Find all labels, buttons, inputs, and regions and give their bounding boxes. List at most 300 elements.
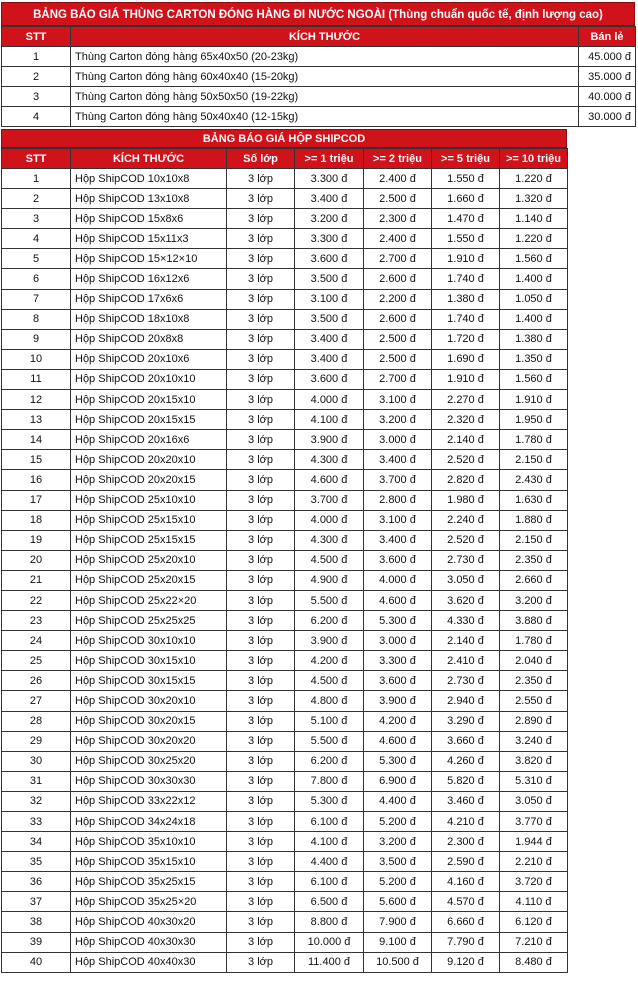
table-row [2,229,568,249]
row-layers: 3 lớp [227,832,295,852]
row-price-2m: 3.300 đ [364,651,432,671]
row-size: Hộp ShipCOD 25x15x15 [71,530,227,550]
row-size: Hộp ShipCOD 33x22x12 [71,791,227,811]
row-layers: 3 lớp [227,490,295,510]
row-price-1m: 4.600 đ [295,470,364,490]
row-layers: 3 lớp [227,550,295,570]
row-price-2m: 2.800 đ [364,490,432,510]
row-price-2m: 3.500 đ [364,852,432,872]
row-price-5m: 1.910 đ [432,249,500,269]
row-price-10m: 3.770 đ [500,812,568,832]
row-layers: 3 lớp [227,209,295,229]
row-price-5m: 5.820 đ [432,771,500,791]
row-size: Hộp ShipCOD 20x15x15 [71,410,227,430]
row-price-10m: 3.820 đ [500,751,568,771]
shipcod-table-title: BẢNG BÁO GIÁ HỘP SHIPCOD [1,129,567,148]
carton-price-table [1,26,636,127]
row-price-10m: 1.400 đ [500,269,568,289]
row-stt: 16 [2,470,71,490]
row-layers: 3 lớp [227,289,295,309]
table-row [2,349,568,369]
table-row [2,671,568,691]
row-price-1m: 3.700 đ [295,490,364,510]
column-header-tier-5m: >= 5 triệu [432,149,500,169]
row-price-10m: 1.380 đ [500,329,568,349]
row-price-2m: 3.100 đ [364,390,432,410]
row-price-2m: 3.400 đ [364,530,432,550]
row-size: Hộp ShipCOD 40x30x20 [71,912,227,932]
row-price-2m: 4.600 đ [364,731,432,751]
row-price-1m: 4.000 đ [295,510,364,530]
row-price-2m: 4.200 đ [364,711,432,731]
row-size: Hộp ShipCOD 15x11x3 [71,229,227,249]
row-size: Hộp ShipCOD 15x8x6 [71,209,227,229]
row-price-2m: 10.500 đ [364,952,432,972]
row-price-5m: 2.590 đ [432,852,500,872]
row-layers: 3 lớp [227,590,295,610]
table-row [2,107,636,127]
row-price-1m: 4.900 đ [295,570,364,590]
row-price-1m: 10.000 đ [295,932,364,952]
row-size: Thùng Carton đóng hàng 50x50x50 (19-22kg) [71,87,579,107]
row-layers: 3 lớp [227,249,295,269]
table-row [2,47,636,67]
row-price-5m: 3.050 đ [432,570,500,590]
row-layers: 3 lớp [227,309,295,329]
row-price-2m: 3.100 đ [364,510,432,530]
row-size: Hộp ShipCOD 25x22×20 [71,590,227,610]
table-row [2,550,568,570]
row-layers: 3 lớp [227,430,295,450]
table-row [2,510,568,530]
row-price-5m: 2.140 đ [432,631,500,651]
row-layers: 3 lớp [227,912,295,932]
row-price-5m: 1.740 đ [432,269,500,289]
row-price-10m: 5.310 đ [500,771,568,791]
row-price-5m: 3.290 đ [432,711,500,731]
row-stt: 3 [2,87,71,107]
table-row [2,731,568,751]
row-price-1m: 4.100 đ [295,410,364,430]
row-size: Hộp ShipCOD 20x8x8 [71,329,227,349]
row-size: Thùng Carton đóng hàng 65x40x50 (20-23kg) [71,47,579,67]
row-size: Hộp ShipCOD 30x30x30 [71,771,227,791]
row-size: Hộp ShipCOD 40x30x30 [71,932,227,952]
row-price-5m: 7.790 đ [432,932,500,952]
row-price-2m: 4.000 đ [364,570,432,590]
row-stt: 32 [2,791,71,811]
row-price-5m: 9.120 đ [432,952,500,972]
row-price-10m: 2.350 đ [500,671,568,691]
row-size: Hộp ShipCOD 17x6x6 [71,289,227,309]
row-price-10m: 2.660 đ [500,570,568,590]
row-stt: 8 [2,309,71,329]
row-stt: 37 [2,892,71,912]
row-price-2m: 2.300 đ [364,209,432,229]
row-size: Hộp ShipCOD 30x20x20 [71,731,227,751]
row-price-1m: 4.300 đ [295,530,364,550]
row-price-5m: 1.660 đ [432,189,500,209]
row-layers: 3 lớp [227,711,295,731]
row-stt: 19 [2,530,71,550]
row-price-1m: 5.300 đ [295,791,364,811]
row-price-2m: 3.000 đ [364,631,432,651]
row-layers: 3 lớp [227,812,295,832]
row-price-10m: 1.780 đ [500,430,568,450]
row-price-10m: 1.910 đ [500,390,568,410]
row-price-5m: 2.520 đ [432,530,500,550]
row-size: Hộp ShipCOD 20x15x10 [71,390,227,410]
row-stt: 27 [2,691,71,711]
row-layers: 3 lớp [227,852,295,872]
column-header-size: KÍCH THƯỚC [71,27,579,47]
row-stt: 4 [2,229,71,249]
row-price-1m: 3.100 đ [295,289,364,309]
row-stt: 23 [2,611,71,631]
row-stt: 36 [2,872,71,892]
row-layers: 3 lớp [227,651,295,671]
row-price-10m: 1.400 đ [500,309,568,329]
row-price-1m: 5.500 đ [295,731,364,751]
row-price-5m: 2.300 đ [432,832,500,852]
row-price-10m: 1.050 đ [500,289,568,309]
row-price-1m: 3.600 đ [295,249,364,269]
row-price-5m: 2.240 đ [432,510,500,530]
row-layers: 3 lớp [227,329,295,349]
row-size: Hộp ShipCOD 30x25x20 [71,751,227,771]
row-size: Hộp ShipCOD 20x20x10 [71,450,227,470]
row-price-1m: 4.200 đ [295,651,364,671]
row-size: Hộp ShipCOD 35x10x10 [71,832,227,852]
row-price-2m: 3.200 đ [364,832,432,852]
row-layers: 3 lớp [227,952,295,972]
table-row [2,791,568,811]
row-price-10m: 1.560 đ [500,249,568,269]
table-row [2,490,568,510]
column-header-retail: Bán lẻ [579,27,636,47]
row-price-2m: 5.200 đ [364,812,432,832]
row-price-10m: 3.880 đ [500,611,568,631]
shipcod-header-row [2,149,568,169]
table-row [2,169,568,189]
row-stt: 11 [2,369,71,389]
row-layers: 3 lớp [227,731,295,751]
row-size: Hộp ShipCOD 35x25×20 [71,892,227,912]
row-price-2m: 5.300 đ [364,751,432,771]
carton-header-row [2,27,636,47]
row-size: Hộp ShipCOD 35x25x15 [71,872,227,892]
table-row [2,189,568,209]
table-row [2,952,568,972]
row-layers: 3 lớp [227,671,295,691]
row-price-1m: 5.500 đ [295,590,364,610]
row-price-5m: 2.410 đ [432,651,500,671]
table-row [2,771,568,791]
row-layers: 3 lớp [227,349,295,369]
row-price-2m: 2.700 đ [364,249,432,269]
row-stt: 21 [2,570,71,590]
table-row [2,912,568,932]
row-price-10m: 8.480 đ [500,952,568,972]
row-stt: 9 [2,329,71,349]
row-price-10m: 1.560 đ [500,369,568,389]
row-price-1m: 8.800 đ [295,912,364,932]
row-stt: 31 [2,771,71,791]
table-row [2,832,568,852]
row-layers: 3 lớp [227,450,295,470]
row-price-5m: 1.690 đ [432,349,500,369]
row-price-5m: 2.820 đ [432,470,500,490]
row-stt: 39 [2,932,71,952]
row-price-5m: 3.460 đ [432,791,500,811]
row-price-1m: 3.500 đ [295,309,364,329]
row-size: Hộp ShipCOD 16x12x6 [71,269,227,289]
row-price-2m: 2.600 đ [364,269,432,289]
row-price-1m: 3.300 đ [295,229,364,249]
row-price-10m: 1.630 đ [500,490,568,510]
row-layers: 3 lớp [227,691,295,711]
row-stt: 13 [2,410,71,430]
table-row [2,570,568,590]
row-size: Hộp ShipCOD 25x25x25 [71,611,227,631]
row-layers: 3 lớp [227,751,295,771]
row-price-2m: 3.600 đ [364,550,432,570]
table-row [2,410,568,430]
row-price-5m: 4.570 đ [432,892,500,912]
row-layers: 3 lớp [227,390,295,410]
row-size: Hộp ShipCOD 30x20x15 [71,711,227,731]
row-price-2m: 4.400 đ [364,791,432,811]
row-price-1m: 4.500 đ [295,671,364,691]
row-price-2m: 3.600 đ [364,671,432,691]
row-price-1m: 3.900 đ [295,631,364,651]
row-price-2m: 3.900 đ [364,691,432,711]
table-row [2,209,568,229]
row-layers: 3 lớp [227,470,295,490]
row-stt: 38 [2,912,71,932]
row-size: Hộp ShipCOD 18x10x8 [71,309,227,329]
row-price-1m: 3.200 đ [295,209,364,229]
row-price-2m: 3.700 đ [364,470,432,490]
row-retail-price: 35.000 đ [579,67,636,87]
column-header-tier-1m: >= 1 triệu [295,149,364,169]
row-price-1m: 3.400 đ [295,189,364,209]
row-price-5m: 2.730 đ [432,671,500,691]
row-stt: 7 [2,289,71,309]
row-price-2m: 5.600 đ [364,892,432,912]
row-price-2m: 5.200 đ [364,872,432,892]
row-price-2m: 3.400 đ [364,450,432,470]
row-layers: 3 lớp [227,369,295,389]
row-price-5m: 4.330 đ [432,611,500,631]
row-size: Thùng Carton đóng hàng 50x40x40 (12-15kg) [71,107,579,127]
row-price-2m: 7.900 đ [364,912,432,932]
table-row [2,329,568,349]
row-price-10m: 3.720 đ [500,872,568,892]
row-stt: 6 [2,269,71,289]
row-price-10m: 2.150 đ [500,530,568,550]
row-price-1m: 3.300 đ [295,169,364,189]
row-price-1m: 6.100 đ [295,872,364,892]
row-stt: 28 [2,711,71,731]
row-price-2m: 5.300 đ [364,611,432,631]
row-price-2m: 9.100 đ [364,932,432,952]
row-price-10m: 7.210 đ [500,932,568,952]
row-layers: 3 lớp [227,510,295,530]
row-size: Hộp ShipCOD 25x20x15 [71,570,227,590]
column-header-stt: STT [2,27,71,47]
carton-table-title: BẢNG BÁO GIÁ THÙNG CARTON ĐÓNG HÀNG ĐI NƯỚC NGOÀI (Thùng chuẩn quốc tế, định lượng cao) [1,2,635,26]
row-stt: 14 [2,430,71,450]
row-size: Hộp ShipCOD 30x20x10 [71,691,227,711]
row-layers: 3 lớp [227,872,295,892]
row-price-1m: 6.200 đ [295,751,364,771]
row-price-10m: 6.120 đ [500,912,568,932]
row-price-5m: 2.520 đ [432,450,500,470]
table-row [2,309,568,329]
row-size: Hộp ShipCOD 15×12×10 [71,249,227,269]
table-row [2,249,568,269]
row-price-5m: 2.730 đ [432,550,500,570]
row-layers: 3 lớp [227,892,295,912]
row-size: Hộp ShipCOD 30x10x10 [71,631,227,651]
row-price-1m: 11.400 đ [295,952,364,972]
row-price-10m: 1.220 đ [500,169,568,189]
row-stt: 33 [2,812,71,832]
row-price-5m: 1.720 đ [432,329,500,349]
row-price-5m: 1.980 đ [432,490,500,510]
row-price-10m: 2.550 đ [500,691,568,711]
row-size: Hộp ShipCOD 40x40x30 [71,952,227,972]
row-price-5m: 3.660 đ [432,731,500,751]
row-price-1m: 7.800 đ [295,771,364,791]
row-stt: 5 [2,249,71,269]
row-price-5m: 1.550 đ [432,169,500,189]
row-size: Hộp ShipCOD 30x15x15 [71,671,227,691]
row-price-10m: 4.110 đ [500,892,568,912]
shipcod-price-table [1,148,568,973]
row-price-2m: 2.500 đ [364,329,432,349]
row-price-1m: 3.400 đ [295,329,364,349]
table-row [2,590,568,610]
table-row [2,390,568,410]
column-header-tier-2m: >= 2 triệu [364,149,432,169]
table-row [2,631,568,651]
row-price-1m: 4.500 đ [295,550,364,570]
row-price-2m: 3.000 đ [364,430,432,450]
row-stt: 15 [2,450,71,470]
row-retail-price: 45.000 đ [579,47,636,67]
row-price-5m: 1.380 đ [432,289,500,309]
row-price-5m: 2.320 đ [432,410,500,430]
row-size: Hộp ShipCOD 35x15x10 [71,852,227,872]
row-price-10m: 3.240 đ [500,731,568,751]
row-price-5m: 4.160 đ [432,872,500,892]
row-price-10m: 1.944 đ [500,832,568,852]
row-size: Hộp ShipCOD 20x20x15 [71,470,227,490]
row-stt: 20 [2,550,71,570]
row-layers: 3 lớp [227,189,295,209]
row-price-1m: 4.000 đ [295,390,364,410]
row-price-10m: 1.320 đ [500,189,568,209]
row-size: Hộp ShipCOD 20x10x10 [71,369,227,389]
row-price-10m: 2.150 đ [500,450,568,470]
row-price-1m: 4.300 đ [295,450,364,470]
table-row [2,269,568,289]
row-size: Hộp ShipCOD 25x15x10 [71,510,227,530]
table-row [2,67,636,87]
row-stt: 30 [2,751,71,771]
row-price-5m: 1.740 đ [432,309,500,329]
row-size: Hộp ShipCOD 20x10x6 [71,349,227,369]
table-row [2,852,568,872]
row-price-1m: 3.400 đ [295,349,364,369]
table-row [2,711,568,731]
row-layers: 3 lớp [227,410,295,430]
table-row [2,470,568,490]
row-price-10m: 1.780 đ [500,631,568,651]
row-layers: 3 lớp [227,932,295,952]
table-row [2,691,568,711]
row-price-2m: 2.600 đ [364,309,432,329]
row-stt: 10 [2,349,71,369]
row-price-5m: 1.550 đ [432,229,500,249]
row-price-1m: 4.400 đ [295,852,364,872]
table-row [2,530,568,550]
row-price-2m: 3.200 đ [364,410,432,430]
row-price-1m: 5.100 đ [295,711,364,731]
row-stt: 25 [2,651,71,671]
table-row [2,450,568,470]
row-stt: 34 [2,832,71,852]
row-stt: 35 [2,852,71,872]
row-price-5m: 4.260 đ [432,751,500,771]
row-stt: 22 [2,590,71,610]
row-price-2m: 2.400 đ [364,229,432,249]
row-price-1m: 6.100 đ [295,812,364,832]
row-size: Thùng Carton đóng hàng 60x40x40 (15-20kg) [71,67,579,87]
row-price-1m: 3.900 đ [295,430,364,450]
row-stt: 3 [2,209,71,229]
row-price-2m: 6.900 đ [364,771,432,791]
table-row [2,751,568,771]
table-row [2,369,568,389]
row-stt: 1 [2,169,71,189]
row-size: Hộp ShipCOD 25x10x10 [71,490,227,510]
row-price-5m: 3.620 đ [432,590,500,610]
table-row [2,289,568,309]
table-row [2,872,568,892]
row-price-5m: 2.140 đ [432,430,500,450]
column-header-layers: Số lớp [227,149,295,169]
row-size: Hộp ShipCOD 13x10x8 [71,189,227,209]
table-row [2,812,568,832]
row-layers: 3 lớp [227,530,295,550]
row-price-10m: 1.220 đ [500,229,568,249]
row-retail-price: 40.000 đ [579,87,636,107]
row-stt: 24 [2,631,71,651]
row-price-2m: 2.500 đ [364,189,432,209]
row-price-1m: 6.200 đ [295,611,364,631]
row-size: Hộp ShipCOD 10x10x8 [71,169,227,189]
row-price-5m: 1.470 đ [432,209,500,229]
row-price-10m: 1.950 đ [500,410,568,430]
row-layers: 3 lớp [227,791,295,811]
row-price-2m: 2.500 đ [364,349,432,369]
row-stt: 17 [2,490,71,510]
row-layers: 3 lớp [227,611,295,631]
row-size: Hộp ShipCOD 20x16x6 [71,430,227,450]
